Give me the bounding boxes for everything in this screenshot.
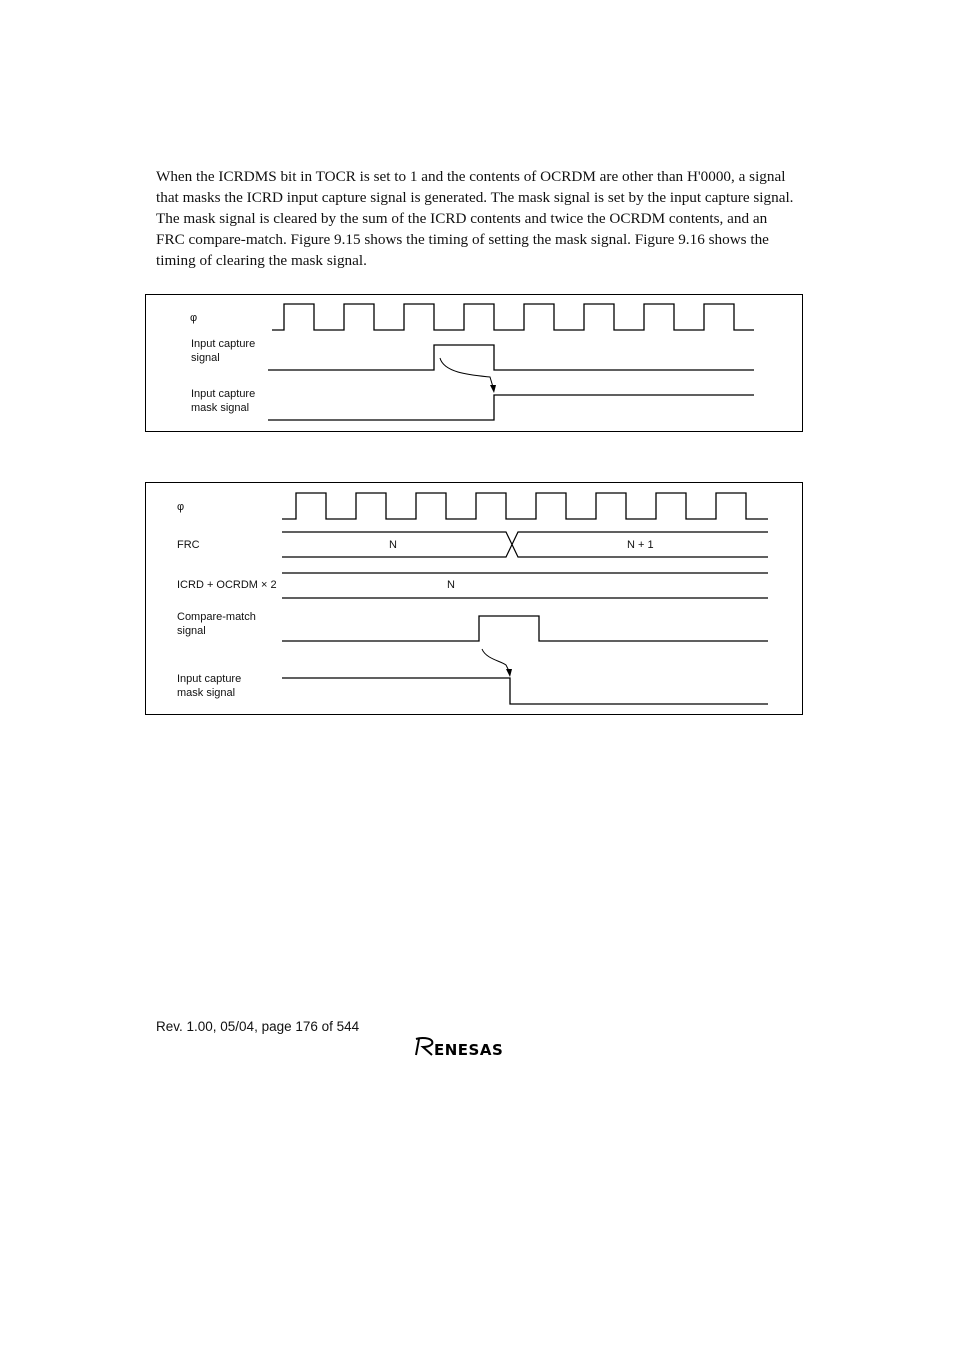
label-icrd-sum: ICRD + OCRDM × 2 xyxy=(177,579,277,591)
page-footer: Rev. 1.00, 05/04, page 176 of 544 xyxy=(156,1019,360,1034)
timing-diagram-set-mask xyxy=(145,294,803,432)
frc-bus-bottom xyxy=(282,532,768,557)
causality-arrow xyxy=(440,358,493,387)
renesas-logo xyxy=(412,1036,536,1058)
label-mask-signal: Input capture mask signal xyxy=(177,673,242,699)
mask-signal-waveform xyxy=(282,678,768,704)
label-compare-match: Compare-match signal xyxy=(177,611,256,637)
frc-value-after: N + 1 xyxy=(627,539,654,551)
svg-text:ENESAS: ENESAS xyxy=(434,1041,504,1058)
label-input-capture: Input capture signal xyxy=(191,338,256,364)
body-text xyxy=(156,166,796,271)
clock-waveform xyxy=(272,304,754,330)
label-phi: φ xyxy=(190,312,198,324)
label-mask-signal: Input capture mask signal xyxy=(191,388,256,414)
clock-waveform xyxy=(282,493,768,519)
label-phi: φ xyxy=(177,501,185,513)
timing-diagram-clear-mask xyxy=(145,482,803,715)
icrd-value: N xyxy=(447,579,455,591)
frc-bus-top xyxy=(282,532,768,557)
label-frc: FRC xyxy=(177,539,200,551)
body-paragraph: When the ICRDMS bit in TOCR is set to 1 and the contents of OCRDM are other than H'0000, a signal that masks the ICRD input capture signal is generated. The mask signal is set by the input capture signal. The mask signal is cleared by the sum of the ICRD contents and twice the OCRDM contents, and an FRC compare-match. Figure 9.15 shows the timing of setting the mask signal. Figure 9.16 shows the timing of clearing the mask signal. xyxy=(156,168,794,269)
arrowhead-icon xyxy=(490,385,496,393)
causality-arrow xyxy=(482,649,509,671)
arrowhead-icon xyxy=(506,669,512,677)
mask-signal-waveform xyxy=(268,395,754,420)
timing-diagram-clear-mask-svg xyxy=(146,483,802,714)
compare-match-waveform xyxy=(282,616,768,641)
frc-value-before: N xyxy=(389,539,397,551)
input-capture-waveform xyxy=(268,345,754,370)
